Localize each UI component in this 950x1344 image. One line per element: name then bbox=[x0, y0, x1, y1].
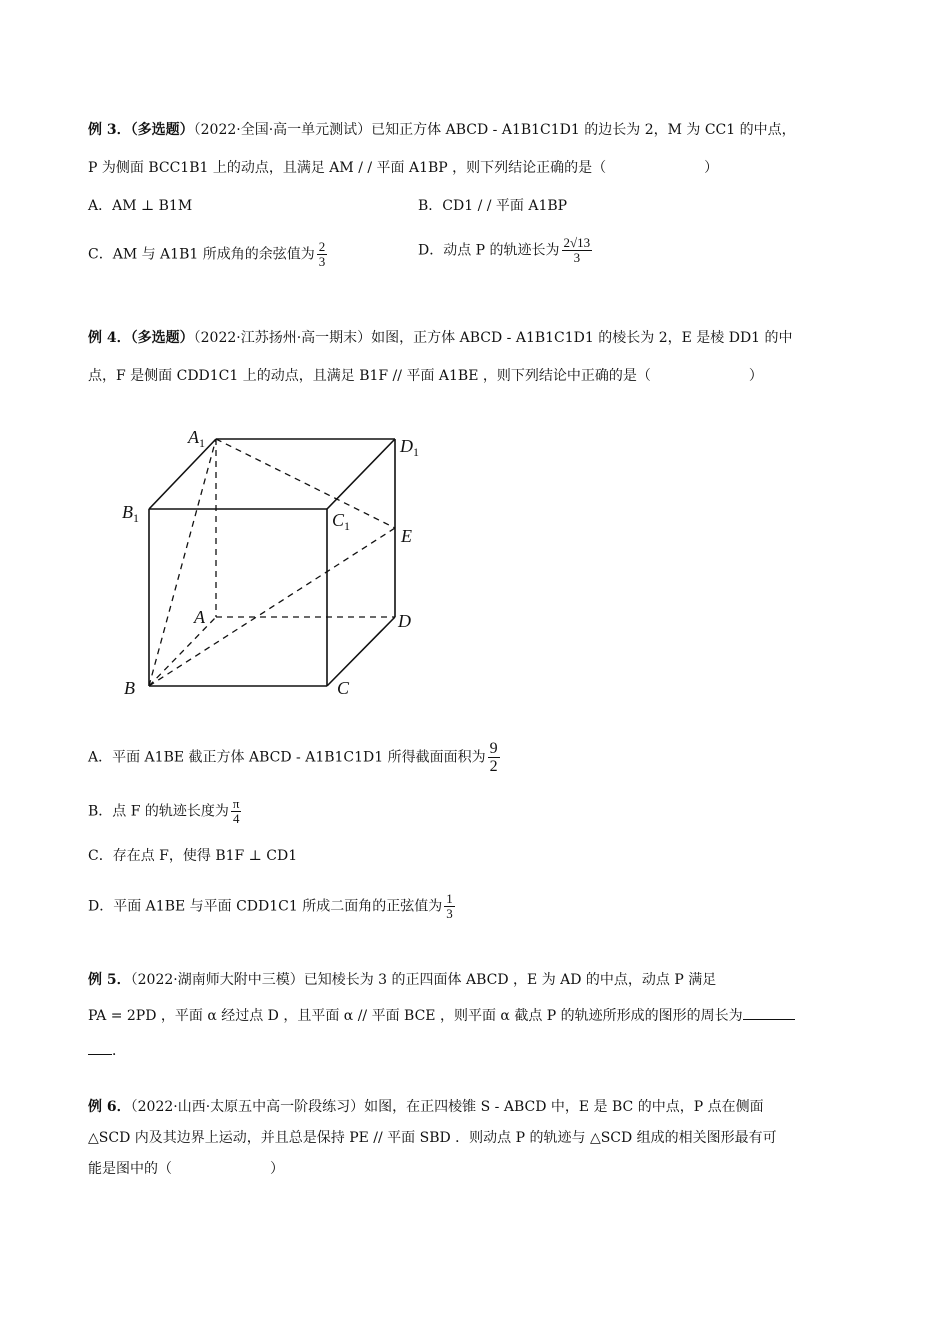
ex3-option-d-fraction bbox=[562, 236, 593, 265]
ex5-stem3: ． bbox=[112, 1043, 126, 1059]
ex3-option-c-text: C．AM 与 A1B1 所成角的余弦值为 bbox=[88, 246, 315, 263]
ex3-option-b: B．CD1 / / 平面 A1BP bbox=[418, 198, 568, 214]
label-d: D bbox=[398, 611, 411, 631]
ex4-source: （2022·江苏扬州·高一期末） bbox=[193, 330, 372, 346]
answer-blank[interactable] bbox=[743, 1005, 795, 1020]
ex3-option-d bbox=[418, 236, 594, 265]
ex4-line1 bbox=[88, 328, 868, 348]
edge-ba-hidden bbox=[149, 617, 216, 686]
fraction-numerator: 2√13 bbox=[563, 235, 591, 250]
ex6-stem2: △SCD 内及其边界上运动，并且总是保持 PE // 平面 SBD ．则动点 P 的轨迹与 △SCD 组成的相关图形最有可 bbox=[88, 1130, 777, 1146]
ex4-option-d bbox=[88, 892, 457, 921]
ex5-label: 例 5． bbox=[88, 972, 131, 988]
ex3-option-a: A．AM ⊥ B1M bbox=[88, 198, 193, 214]
ex4-option-d-text: D．平面 A1BE 与平面 CDD1C1 所成二面角的正弦值为 bbox=[88, 898, 443, 915]
fraction-denominator: 3 bbox=[573, 250, 581, 265]
label-e: E bbox=[401, 526, 412, 546]
edge-c1d1 bbox=[327, 439, 395, 509]
ex3-line1 bbox=[88, 120, 868, 140]
fraction-numerator: π bbox=[232, 796, 240, 811]
ex4-label: 例 4． bbox=[88, 330, 131, 346]
fraction-denominator: 4 bbox=[232, 811, 240, 826]
fraction-numerator: 9 bbox=[489, 740, 498, 757]
ex3-option-d-text: D．动点 P 的轨迹长为 bbox=[418, 242, 560, 259]
fraction-denominator: 3 bbox=[318, 254, 326, 269]
ex4-option-b-fraction bbox=[231, 797, 242, 826]
ex4-option-a bbox=[88, 740, 502, 775]
fraction-numerator: 1 bbox=[446, 891, 453, 906]
label-a1: $A_1$ bbox=[188, 427, 205, 450]
ex3-line2 bbox=[88, 158, 868, 178]
ex5-stem2: PA = 2PD ，平面 α 经过点 D ，且平面 α // 平面 BCE ，则平面 α 截点 P 的轨迹所形成的图形的周长为 bbox=[88, 1008, 743, 1024]
ex4-option-d-fraction bbox=[444, 892, 455, 921]
ex6-source: （2022·山西·太原五中高一阶段练习） bbox=[130, 1099, 365, 1115]
ex3-stem2: P 为侧面 BCC1B1 上的动点，且满足 AM / / 平面 A1BP ，则下列结论正确的是（ ） bbox=[88, 160, 719, 176]
ex3-option-c-fraction bbox=[317, 240, 328, 269]
edge-b1a1 bbox=[149, 439, 216, 509]
fraction-numerator: 2 bbox=[318, 239, 326, 254]
label-c: C bbox=[337, 678, 350, 698]
ex6-line2 bbox=[88, 1128, 868, 1148]
ex3-option-c bbox=[88, 240, 329, 269]
ex6-label: 例 6． bbox=[88, 1099, 131, 1115]
label-b: B bbox=[124, 678, 135, 698]
cube-figure bbox=[110, 418, 440, 708]
fraction-denominator: 3 bbox=[446, 906, 453, 921]
ex4-option-b bbox=[88, 797, 243, 826]
ex3-tag: （多选题） bbox=[130, 122, 194, 138]
ex4-option-b-text: B．点 F 的轨迹长度为 bbox=[88, 803, 229, 820]
ex3-label: 例 3． bbox=[88, 122, 131, 138]
ex5-line3 bbox=[88, 1040, 868, 1061]
ex4-stem2: 点，F 是侧面 CDD1C1 上的动点，且满足 B1F // 平面 A1BE ，则下列结论中正确的是（ ） bbox=[88, 368, 763, 384]
fraction-denominator: 2 bbox=[489, 758, 498, 775]
ex5-stem1: 已知棱长为 3 的正四面体 ABCD ，E 为 AD 的中点，动点 P 满足 bbox=[303, 972, 717, 988]
ex6-stem1: 如图，在正四棱锥 S - ABCD 中，E 是 BC 的中点，P 点在侧面 bbox=[364, 1099, 764, 1115]
ex3-stem1: 已知正方体 ABCD - A1B1C1D1 的边长为 2，M 为 CC1 的中点， bbox=[371, 122, 796, 138]
ex5-source: （2022·湖南师大附中三模） bbox=[130, 972, 304, 988]
segment-be bbox=[149, 528, 395, 686]
ex5-line1 bbox=[88, 970, 868, 990]
ex4-line2 bbox=[88, 366, 868, 386]
label-d1: $D_1$ bbox=[400, 436, 419, 459]
ex4-option-a-text: A．平面 A1BE 截正方体 ABCD - A1B1C1D1 所得截面面积为 bbox=[88, 749, 486, 766]
ex4-tag: （多选题） bbox=[130, 330, 194, 346]
answer-blank-continued[interactable] bbox=[88, 1040, 112, 1055]
label-a: A bbox=[194, 607, 205, 627]
ex3-source: （2022·全国·高一单元测试） bbox=[193, 122, 372, 138]
ex4-option-c: C．存在点 F，使得 B1F ⊥ CD1 bbox=[88, 848, 298, 864]
ex6-line1 bbox=[88, 1097, 868, 1117]
label-c1: $C_1$ bbox=[332, 510, 351, 533]
ex5-line2 bbox=[88, 1005, 868, 1026]
ex4-option-a-fraction bbox=[488, 740, 500, 775]
ex6-line3 bbox=[88, 1159, 868, 1179]
segment-a1e bbox=[216, 439, 395, 528]
label-b1: $B_1$ bbox=[122, 502, 139, 525]
edge-cd bbox=[327, 617, 395, 686]
ex4-stem1: 如图，正方体 ABCD - A1B1C1D1 的棱长为 2，E 是棱 DD1 的中 bbox=[371, 330, 793, 346]
ex6-stem3: 能是图中的（ ） bbox=[88, 1161, 284, 1177]
